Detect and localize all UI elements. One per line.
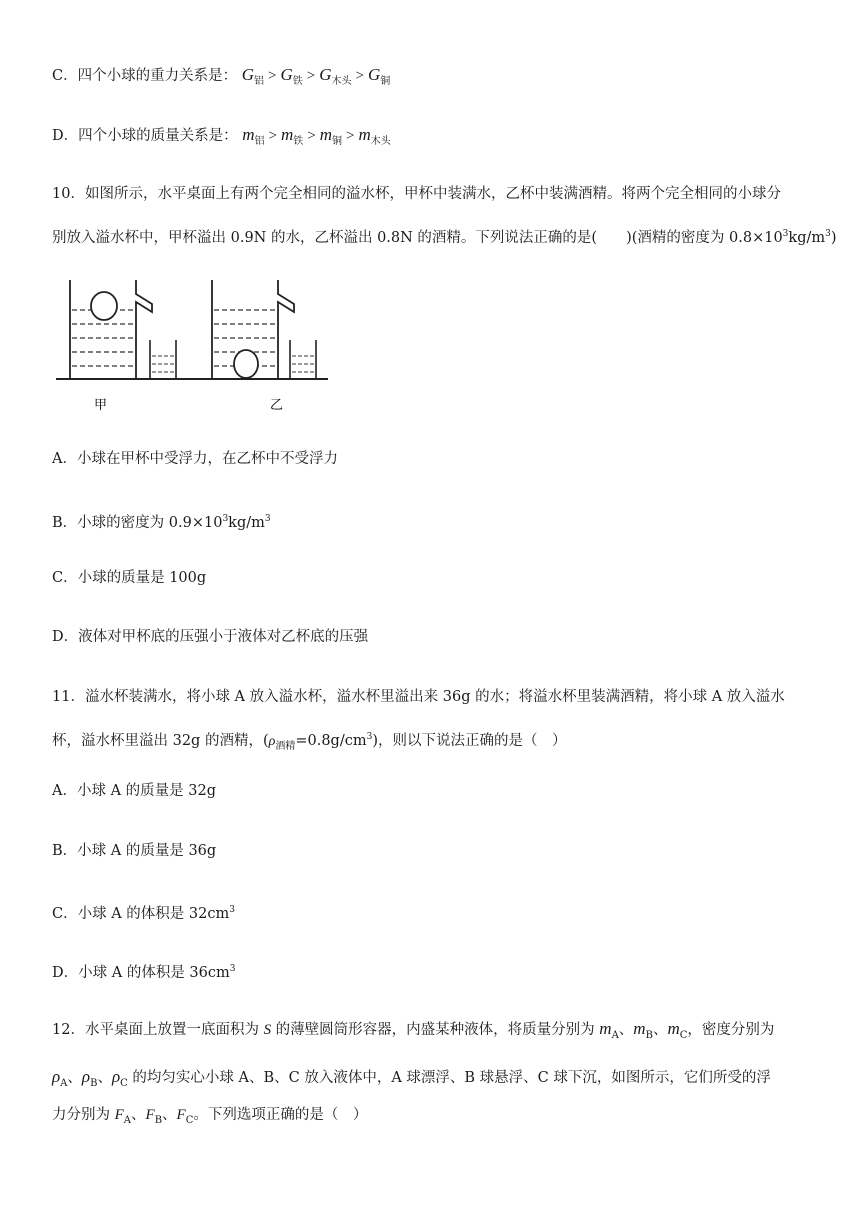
q10-stem-line2: 别放入溢水杯中，甲杯溢出 0.9N 的水，乙杯溢出 0.8N 的酒精。下列说法正确的是( )(酒精的密度为 $0.8\times 10^3kg/m^3$) [52, 229, 837, 246]
q10-option-a: A．小球在甲杯中受浮力，在乙杯中不受浮力 [52, 451, 338, 467]
ball-yi [234, 350, 258, 378]
mass-relation: $m_铝 > m_铁 > m_铜 > m_{木头}$ [242, 125, 391, 147]
gravity-relation: $G_铝 > G_铁 > G_{木头} > G_铜$ [241, 65, 391, 87]
q11-stem-line2: 杯，溢水杯里溢出 32g 的酒精，$(\rho_{酒精}=0.8g/cm^3)$，则以下说法正确的是（ ） [52, 732, 567, 752]
q10-option-d: D．液体对甲杯底的压强小于液体对乙杯底的压强 [52, 629, 369, 645]
cup-yi [212, 280, 316, 379]
q10-option-c: C．小球的质量是 100g [52, 570, 207, 586]
option-text: D．四个小球的质量关系是： [52, 128, 238, 144]
prev-option-d [52, 124, 816, 153]
q11-stem-line1: 11．溢水杯装满水，将小球 A 放入溢水杯，溢水杯里溢出来 36g 的水；将溢水杯里装满酒精，将小球 A 放入溢水 [52, 689, 785, 705]
option-text: C．四个小球的重力关系是： [52, 68, 238, 84]
q11-option-d: D．小球 A 的体积是 $36cm^3$ [52, 964, 236, 981]
q11-option-a: A．小球 A 的质量是 32g [52, 783, 217, 799]
prev-option-c [52, 64, 816, 93]
q11-option-c: C．小球 A 的体积是 $32cm^3$ [52, 905, 235, 922]
q12-stem-line1: 12．水平桌面上放置一底面积为 S 的薄壁圆筒形容器，内盛某种液体，将质量分别为 $m_A$、$m_B$、$m_C$，密度分别为 [52, 1019, 775, 1041]
label-jia: 甲 [94, 398, 108, 413]
overflow-cups-figure [52, 272, 332, 417]
label-yi: 乙 [270, 398, 284, 413]
q11-option-b: B．小球 A 的质量是 36g [52, 843, 217, 859]
q12-stem-line3: 力分别为 $F_A$、$F_B$、$F_C$。下列选项正确的是（ ） [52, 1107, 368, 1126]
q10-stem-line1: 10．如图所示，水平桌面上有两个完全相同的溢水杯，甲杯中装满水，乙杯中装满酒精。将两个完全相同的小球分 [52, 186, 781, 202]
ball-jia [91, 292, 117, 320]
q12-stem-line2: $\rho_A$、$\rho_B$、$\rho_C$ 的均匀实心小球 A、B、C 放入液体中，A 球漂浮、B 球悬浮、C 球下沉，如图所示，它们所受的浮 [52, 1067, 771, 1089]
q10-option-b: B．小球的密度为 $0.9\times 10^3kg/m^3$ [52, 514, 271, 531]
cup-jia [70, 280, 176, 379]
